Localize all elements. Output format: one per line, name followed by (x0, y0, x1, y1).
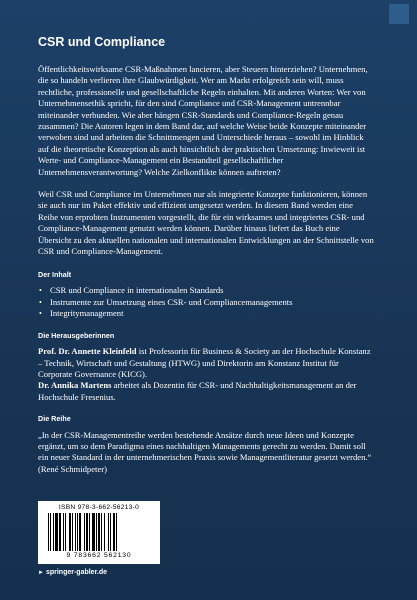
editors-block (38, 346, 375, 403)
editor-1-name: Prof. Dr. Annette Kleinfeld (38, 346, 137, 357)
bullet-icon: • (39, 309, 42, 319)
editor-2 (38, 380, 375, 403)
cover-text (38, 64, 375, 486)
accent-square (389, 4, 409, 24)
list-item (38, 297, 375, 309)
description-paragraph-2: Weil CSR und Compliance im Unternehmen nur als integrierte Konzepte funktionieren, können sie auch nur im Paket effektiv und effizient umgesetzt werden. In diesem Band werden eine Reihe von erprobten Instrumenten vorgestellt, die für ein wirksames und integriertes CSR- und Compliance-Management genutzt werden können. Darüber hinaus liefert das Buch eine Übersicht zu den aktuellen nationalen und internationalen Entwicklungen an der Schnittstelle von CSR und Compliance-Management. (38, 189, 374, 257)
list-item-text: CSR und Compliance in internationalen Standards (50, 284, 224, 295)
editor-1-bio: ist Professorin für Business & Society an der Hochschule Konstanz – Technik, Wirtschaft und Gestaltung (HTWG) und Direktorin am Konstanz Institut für Corporate Governance (KICG). (38, 346, 371, 379)
bullet-icon: • (39, 297, 42, 307)
list-item (38, 285, 375, 297)
list-item-text: Instrumente zur Umsetzung eines CSR- und Compliancemanagements (50, 296, 293, 307)
isbn-number: ISBN 978-3-662-56213-0 (58, 504, 140, 511)
reihe-heading: Die Reihe (38, 414, 71, 424)
inhalt-heading: Der Inhalt (38, 269, 72, 279)
barcode (38, 501, 160, 564)
editor-1 (38, 346, 375, 380)
website-text: springer-gabler.de (45, 569, 108, 576)
description-paragraph-1: Öffentlichkeitswirksame CSR-Maßnahmen lancieren, aber Steuern hinterziehen? Unternehmen, die so handeln verlieren ihre Glaubwürdigkeit. Wer am Markt erfolgreich sein will, muss rechtliche, professionelle und gesellschaftliche Regeln einhalten. Mit anderen Worten: Wer von Unternehmensethik spricht, für den sind Compliance und CSR-Management untrennbar miteinander verbunden. Wie aber hängen CSR-Standards und Compliance-Regeln genau zusammen? Die Autoren legen in dem Band dar, auf welche Weise beide Konzepte miteinander verwoben sind und arbeiten die Schnittmengen und Unterschiede heraus – sowohl im Hinblick auf die theoretische Konzeption als auch hinsichtlich der praktischen Umsetzung: Inwieweit ist Werte- und Compliance-Management ein Bestandteil gesellschaftlicher Unternehmensverantwortung? Welche Zielkonflikte können auftreten? (38, 64, 368, 177)
book-title: CSR und Compliance (38, 35, 166, 49)
list-item (38, 308, 375, 320)
editor-2-bio: arbeitet als Dozentin für CSR- und Nachhaltigkeitsmanagement an der Hochschule Fresenius. (38, 380, 357, 402)
publisher-website (38, 569, 107, 576)
reihe-quote: „In der CSR-Managementreihe werden bestehende Ansätze durch neue Ideen und Konzepte ergänzt, um so dem Paradigma eines nachhaltigen Managements gerecht zu werden. Damit soll ein neuer Standard in der unternehmerischen Praxis sowie Managementliteratur gesetzt werden.“ (René Schmidpeter) (38, 429, 372, 474)
barcode-digits: 9 783662 562130 (66, 552, 132, 559)
list-item-text: Integritymanagement (50, 308, 124, 319)
bullet-icon: • (39, 285, 42, 295)
barcode-bars (48, 513, 150, 551)
inhalt-list (38, 285, 375, 320)
barcode-stripe (117, 513, 118, 551)
arrow-icon: ► (38, 570, 44, 576)
editor-2-name: Dr. Annika Martens (38, 380, 112, 391)
herausgeber-heading: Die Herausgeberinnen (38, 330, 115, 340)
